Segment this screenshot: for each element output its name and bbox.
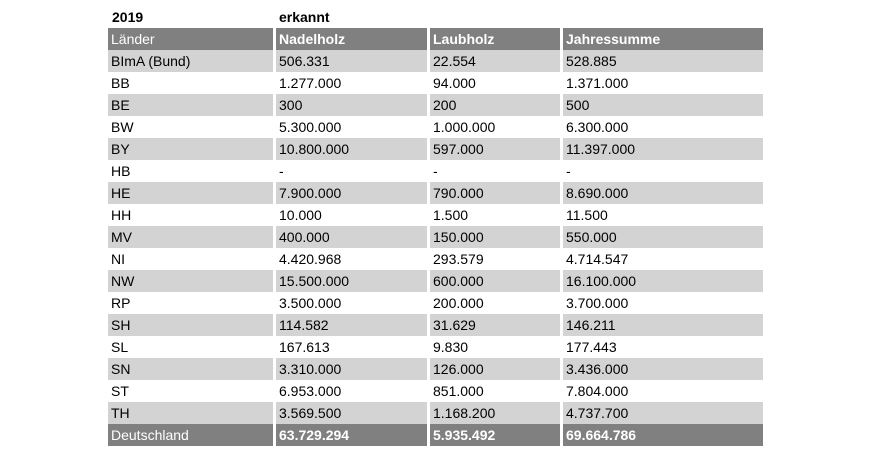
table-row — [108, 270, 763, 292]
cell-land: NW — [111, 273, 135, 289]
cell-land: HH — [111, 207, 132, 223]
cell-nadelholz: 3.310.000 — [273, 358, 427, 380]
cell-land: BImA (Bund) — [111, 53, 191, 69]
cell-laubholz: 293.579 — [427, 248, 560, 270]
cell-jahressumme: 500 — [560, 94, 763, 116]
cell-nadelholz: 114.582 — [273, 314, 427, 336]
cell-jahressumme: 1.371.000 — [560, 72, 763, 94]
cell-nadelholz: - — [273, 160, 427, 182]
table-row — [108, 50, 763, 72]
cell-jahressumme: 16.100.000 — [560, 270, 763, 292]
cell-nadelholz: 1.277.000 — [273, 72, 427, 94]
table-row — [108, 182, 763, 204]
cell-laubholz: 200.000 — [427, 292, 560, 314]
cell-land: MV — [111, 229, 132, 245]
table-row — [108, 94, 763, 116]
table-row — [108, 402, 763, 424]
cell-nadelholz: 4.420.968 — [273, 248, 427, 270]
cell-land: RP — [111, 295, 131, 311]
total-nadelholz: 63.729.294 — [273, 424, 427, 446]
cell-jahressumme: 4.714.547 — [560, 248, 763, 270]
cell-jahressumme: 177.443 — [560, 336, 763, 358]
cell-nadelholz: 167.613 — [273, 336, 427, 358]
total-label: Deutschland — [111, 427, 189, 443]
cell-nadelholz: 15.500.000 — [273, 270, 427, 292]
total-laubholz: 5.935.492 — [427, 424, 560, 446]
cell-jahressumme: 7.804.000 — [560, 380, 763, 402]
cell-land: ST — [111, 383, 129, 399]
cell-land: BB — [111, 75, 130, 91]
cell-jahressumme: 6.300.000 — [560, 116, 763, 138]
table-row — [108, 380, 763, 402]
cell-laubholz: 150.000 — [427, 226, 560, 248]
cell-nadelholz: 3.569.500 — [273, 402, 427, 424]
column-header-nadelholz: Nadelholz — [273, 28, 427, 50]
cell-laubholz: 22.554 — [427, 50, 560, 72]
cell-land: BY — [111, 141, 130, 157]
cell-jahressumme: - — [560, 160, 763, 182]
cell-jahressumme: 11.500 — [560, 204, 763, 226]
cell-laubholz: 600.000 — [427, 270, 560, 292]
status-label: erkannt — [279, 9, 330, 25]
column-header-laender: Länder — [111, 31, 155, 47]
cell-nadelholz: 3.500.000 — [273, 292, 427, 314]
cell-jahressumme: 528.885 — [560, 50, 763, 72]
cell-land: NI — [111, 251, 125, 267]
cell-nadelholz: 10.800.000 — [273, 138, 427, 160]
table-row — [108, 116, 763, 138]
cell-land: SH — [111, 317, 131, 333]
cell-laubholz: 31.629 — [427, 314, 560, 336]
cell-nadelholz: 7.900.000 — [273, 182, 427, 204]
cell-laubholz: 597.000 — [427, 138, 560, 160]
table-row — [108, 358, 763, 380]
cell-nadelholz: 300 — [273, 94, 427, 116]
cell-land: SL — [111, 339, 129, 355]
table-row — [108, 204, 763, 226]
cell-laubholz: 126.000 — [427, 358, 560, 380]
table-row — [108, 314, 763, 336]
year-label: 2019 — [112, 9, 144, 25]
table-row — [108, 226, 763, 248]
cell-laubholz: 790.000 — [427, 182, 560, 204]
cell-land: SN — [111, 361, 131, 377]
column-header-jahressumme: Jahressumme — [560, 28, 763, 50]
table-row — [108, 138, 763, 160]
cell-laubholz: - — [427, 160, 560, 182]
table-row — [108, 336, 763, 358]
column-header-row — [108, 28, 763, 50]
table-row — [108, 248, 763, 270]
table-row — [108, 72, 763, 94]
column-header-laubholz: Laubholz — [427, 28, 560, 50]
cell-jahressumme: 550.000 — [560, 226, 763, 248]
cell-nadelholz: 6.953.000 — [273, 380, 427, 402]
total-row — [108, 424, 763, 446]
cell-jahressumme: 3.436.000 — [560, 358, 763, 380]
cell-laubholz: 94.000 — [427, 72, 560, 94]
cell-laubholz: 851.000 — [427, 380, 560, 402]
cell-laubholz: 9.830 — [427, 336, 560, 358]
table-row — [108, 292, 763, 314]
cell-land: BE — [111, 97, 130, 113]
cell-jahressumme: 8.690.000 — [560, 182, 763, 204]
cell-land: HB — [111, 163, 131, 179]
table-row — [108, 160, 763, 182]
cell-jahressumme: 4.737.700 — [560, 402, 763, 424]
cell-laubholz: 1.500 — [427, 204, 560, 226]
total-jahressumme: 69.664.786 — [560, 424, 763, 446]
cell-nadelholz: 10.000 — [273, 204, 427, 226]
cell-land: TH — [111, 405, 130, 421]
cell-jahressumme: 146.211 — [560, 314, 763, 336]
cell-laubholz: 1.000.000 — [427, 116, 560, 138]
table-body — [108, 50, 763, 424]
title-row — [108, 6, 763, 28]
cell-laubholz: 1.168.200 — [427, 402, 560, 424]
data-table — [108, 6, 763, 446]
cell-land: BW — [111, 119, 134, 135]
cell-laubholz: 200 — [427, 94, 560, 116]
cell-nadelholz: 506.331 — [273, 50, 427, 72]
cell-land: HE — [111, 185, 131, 201]
cell-nadelholz: 400.000 — [273, 226, 427, 248]
cell-nadelholz: 5.300.000 — [273, 116, 427, 138]
cell-jahressumme: 3.700.000 — [560, 292, 763, 314]
cell-jahressumme: 11.397.000 — [560, 138, 763, 160]
